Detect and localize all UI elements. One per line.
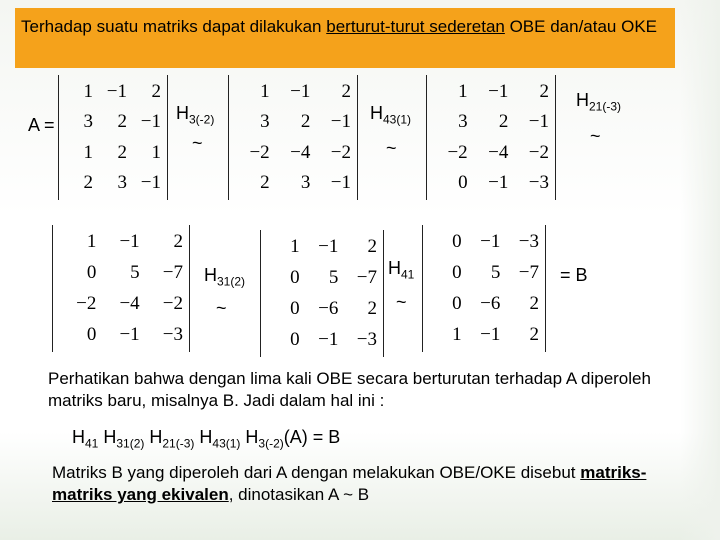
matrix-cell: 0 [452, 231, 462, 253]
matrix-cell: 5 [490, 262, 501, 284]
matrix-a [58, 75, 168, 200]
matrix-step-3 [52, 225, 190, 352]
matrix-cell: 2 [83, 171, 93, 193]
title-prefix: Terhadap suatu matriks dapat dilakukan [21, 17, 327, 36]
matrix-cell: 3 [260, 111, 270, 133]
op-h-letter: H [176, 103, 189, 123]
tilde-symbol: ~ [192, 133, 203, 153]
matrix-cell: −1 [318, 236, 339, 258]
matrix-cell: 1 [83, 81, 93, 103]
matrix-cell: 0 [452, 292, 462, 314]
definition-term: matriks-matriks yang ekivalen [52, 463, 647, 504]
formula-op-subscript: 21(-3) [162, 436, 195, 451]
matrix-cell: −1 [119, 323, 140, 345]
matrix-cell: 0 [86, 262, 97, 284]
formula-line [72, 426, 340, 455]
background-decoration [680, 0, 720, 540]
op-subscript: 21(-3) [589, 99, 622, 114]
formula-op [72, 427, 99, 451]
matrix-cell: 2 [117, 141, 127, 163]
matrix-cell: −1 [488, 81, 509, 103]
op-h-letter: H [204, 265, 217, 285]
definition-suffix: , dinotasikan A ~ B [228, 485, 370, 504]
title-suffix: OBE dan/atau OKE [504, 17, 658, 36]
matrix-cell: 1 [458, 81, 468, 103]
matrix-cell: −6 [480, 292, 501, 314]
op-h3-2 [176, 103, 214, 127]
matrix-cell: 5 [328, 267, 339, 289]
op-h-letter: H [370, 103, 383, 123]
matrix-cell: −4 [290, 141, 311, 163]
matrix-cell: 2 [117, 111, 127, 133]
matrix-cell: 1 [290, 236, 300, 258]
matrix-cell: 2 [367, 297, 377, 319]
matrix-cell: 2 [539, 81, 549, 103]
matrix-cell: 3 [458, 111, 468, 133]
matrix-cell: 0 [452, 262, 462, 284]
matrix-cell: 2 [529, 323, 539, 345]
matrix-cell: −7 [356, 267, 377, 289]
matrix-cell: −3 [162, 323, 183, 345]
matrix-cell: 3 [300, 171, 311, 193]
matrix-cell: −4 [488, 141, 509, 163]
equals-b: = B [560, 265, 588, 285]
matrix-cell: −1 [290, 81, 311, 103]
op-h43-1 [370, 103, 411, 127]
matrix-cell: 2 [151, 81, 161, 103]
formula-tail: (A) = B [283, 427, 341, 447]
formula-op-letter: H [144, 427, 163, 447]
op-subscript: 43(1) [383, 112, 412, 127]
matrix-cell: −3 [528, 171, 549, 193]
paragraph-definition [52, 462, 702, 506]
formula-op-subscript: 31(2) [116, 436, 145, 451]
tilde-symbol: ~ [216, 298, 227, 318]
op-subscript: 31(2) [217, 274, 246, 289]
matrix-cell: 3 [83, 111, 93, 133]
title-banner [15, 8, 675, 68]
matrix-cell: 2 [173, 231, 183, 253]
matrix-cell: 1 [260, 81, 270, 103]
formula-op-subscript: 43(1) [212, 436, 241, 451]
matrix-step-4 [260, 230, 384, 357]
formula-op [194, 427, 241, 451]
matrix-cell: 3 [117, 171, 127, 193]
matrix-cell: −1 [330, 111, 351, 133]
matrix-cell: −1 [318, 328, 339, 350]
definition-prefix: Matriks B yang diperoleh dari A dengan melakukan OBE/OKE disebut [52, 463, 581, 482]
formula-op-letter: H [72, 427, 85, 447]
matrix-cell: 2 [260, 171, 270, 193]
matrix-cell: −3 [518, 231, 539, 253]
matrix-cell: 0 [290, 297, 300, 319]
matrix-cell: −2 [76, 292, 97, 314]
matrix-cell: 1 [151, 141, 161, 163]
matrix-cell: 0 [86, 323, 97, 345]
matrix-cell: 0 [290, 328, 300, 350]
matrix-cell: 2 [367, 236, 377, 258]
matrix-cell: −7 [518, 262, 539, 284]
matrix-cell: 1 [83, 141, 93, 163]
op-h-letter: H [576, 90, 589, 110]
formula-op [144, 427, 195, 451]
matrix-step-2 [426, 75, 556, 200]
formula-op-letter: H [194, 427, 213, 447]
matrix-cell: −1 [140, 111, 161, 133]
matrix-cell: −1 [480, 323, 501, 345]
op-subscript: 3(-2) [189, 112, 215, 127]
matrix-cell: −1 [480, 231, 501, 253]
op-h-letter: H [388, 258, 401, 278]
op-h21-3 [576, 90, 621, 114]
formula-op-letter: H [98, 427, 117, 447]
matrix-cell: −4 [119, 292, 140, 314]
tilde-symbol: ~ [590, 126, 601, 146]
matrix-cell: 5 [130, 262, 140, 284]
matrix-step-1 [228, 75, 358, 200]
matrix-cell: −6 [318, 297, 339, 319]
matrix-cell: −7 [162, 262, 183, 284]
formula-operators [72, 427, 284, 451]
matrix-cell: −1 [106, 81, 127, 103]
title-underlined: berturut-turut sederetan [326, 17, 505, 36]
matrix-cell: −3 [356, 328, 377, 350]
matrix-cell: −1 [330, 171, 351, 193]
formula-op [240, 427, 284, 451]
matrix-cell: 2 [300, 111, 311, 133]
matrix-cell: −2 [249, 141, 270, 163]
matrix-a-label: A = [28, 115, 55, 135]
formula-op-subscript: 3(-2) [258, 436, 284, 451]
matrix-cell: 2 [341, 81, 351, 103]
op-h31-2 [204, 265, 245, 289]
matrix-cell: 1 [452, 323, 462, 345]
formula-op-letter: H [240, 427, 259, 447]
paragraph-explanation: Perhatikan bahwa dengan lima kali OBE secara berturutan terhadap A diperoleh matriks baru, misalnya B. Jadi dalam hal ini : [48, 369, 651, 410]
matrix-cell: 0 [458, 171, 468, 193]
matrix-cell: 0 [290, 267, 300, 289]
tilde-symbol: ~ [396, 292, 407, 312]
matrix-cell: −2 [330, 141, 351, 163]
op-h41 [388, 258, 414, 282]
matrix-cell: 2 [498, 111, 509, 133]
matrix-b [422, 225, 546, 352]
formula-op-subscript: 41 [85, 436, 99, 451]
matrix-cell: 2 [529, 292, 539, 314]
tilde-symbol: ~ [386, 138, 397, 158]
matrix-cell: −1 [140, 171, 161, 193]
matrix-cell: −1 [488, 171, 509, 193]
matrix-cell: 1 [86, 231, 97, 253]
matrix-cell: −1 [119, 231, 140, 253]
matrix-cell: −2 [528, 141, 549, 163]
matrix-cell: −2 [447, 141, 468, 163]
op-subscript: 41 [401, 267, 415, 282]
matrix-cell: −2 [162, 292, 183, 314]
formula-op [98, 427, 145, 451]
matrix-cell: −1 [528, 111, 549, 133]
